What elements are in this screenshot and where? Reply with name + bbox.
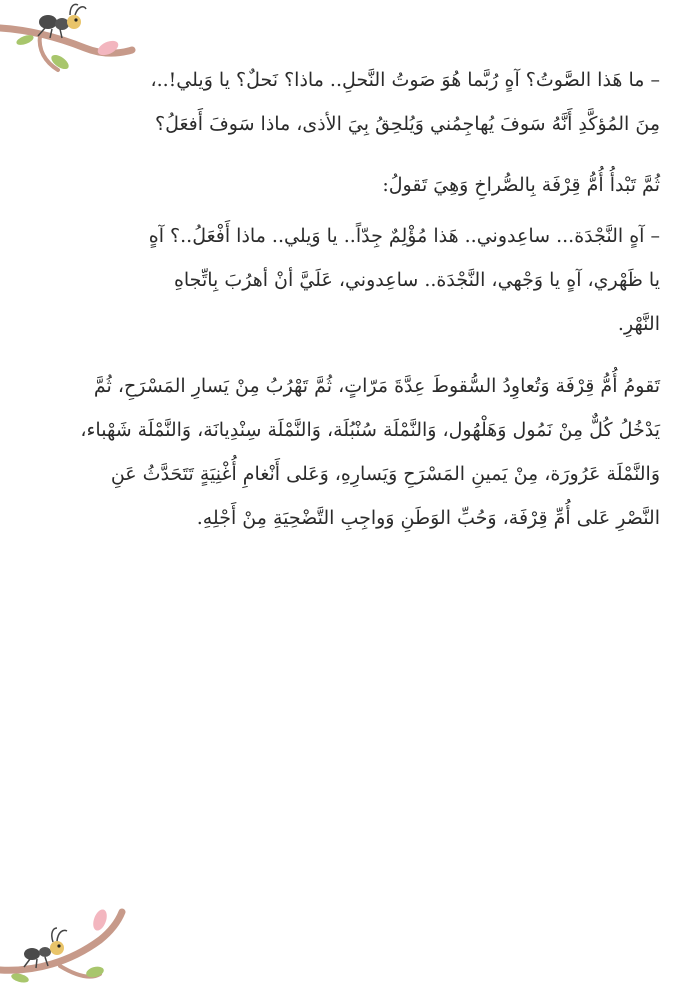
text-line: مِنَ المُؤكَّدِ أَنَّهُ سَوفَ يُهاجِمُني وَيُلحِقُ بِيَ الأذى، ماذا سَوفَ أَفعَلُ؟ — [155, 113, 660, 135]
paragraph-narration-2 — [40, 364, 660, 540]
text-line: النَّصْرِ عَلى أُمِّ قِرْفَة، وَحُبِّ الوَطَنِ وَواجِبِ التَّضْحِيَةِ مِنْ أَجْلِهِ. — [196, 507, 660, 529]
text-line: يا ظَهْري، آهٍ يا وَجْهي، النَّجْدَة.. ساعِدوني، عَلَيَّ أنْ أهرُبَ بِاتِّجاهِ — [173, 269, 660, 291]
text-line: ثُمَّ تَبْدأُ أُمُّ قِرْفَة بِالصُّراخِ وَهِيَ تَقولُ: — [382, 174, 660, 196]
text-line: وَالنَّمْلَة عَرُورَة، مِنْ يَمينِ المَسْرَحِ وَيَسارِهِ، وَعَلى أَنْغامِ أُغْنِيَةٍ تَتَحَدَّثُ عَنِ — [110, 463, 660, 485]
ant-on-branch-illustration-bottom — [0, 900, 140, 1000]
text-line: النَّهْرِ. — [617, 313, 660, 335]
text-line: – ما هَذا الصَّوتُ؟ آهٍ رُبَّما هُوَ صَوتُ النَّحلِ.. ماذا؟ نَحلٌ؟ يا وَيلي!..، — [150, 69, 660, 91]
paragraph-dialogue-2 — [40, 214, 660, 346]
text-line: يَدْخُلُ كُلٌّ مِنْ نَمُول وَهَلْهُول، وَالنَّمْلَة سُنْبُلَة، وَالنَّمْلَة سِنْدِيانَة، وَالنَّمْلَة شَهْباء، — [80, 419, 660, 441]
text-line: – آهٍ النَّجْدَة... ساعِدوني.. هَذا مُؤْلِمٌ جِدّاً.. يا وَيلي.. ماذا أَفْعَلُ..؟ آهٍ — [148, 225, 660, 247]
text-line: تَقومُ أُمُّ قِرْفَة وَتُعاوِدُ السُّقوطَ عِدَّةَ مَرّاتٍ، ثُمَّ تَهْرُبُ مِنْ يَسارِ المَسْرَحِ، ثُمَّ — [93, 375, 660, 397]
paragraph-dialogue-1 — [40, 58, 660, 146]
paragraph-narration-1 — [40, 163, 660, 207]
